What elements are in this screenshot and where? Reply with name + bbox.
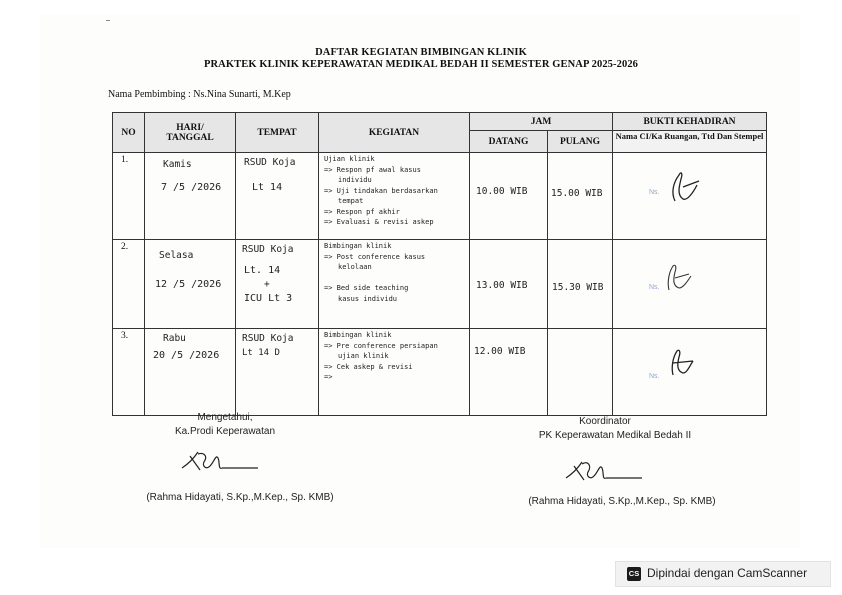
footer-left-name: (Rahma Hidayati, S.Kp.,M.Kep., Sp. KMB) bbox=[146, 492, 334, 503]
activity-line: => Uji tindakan berdasarkan bbox=[324, 186, 438, 195]
activity-line: => Respon pf awal kasus bbox=[324, 165, 421, 174]
table-row bbox=[113, 329, 767, 416]
row-place: RSUD Koja bbox=[242, 333, 294, 344]
row-day: Rabu bbox=[163, 333, 186, 344]
attendance-proof bbox=[613, 329, 766, 415]
row-day: Selasa bbox=[159, 250, 194, 261]
header-pulang: PULANG bbox=[548, 131, 613, 153]
row-number: 2. bbox=[121, 242, 129, 252]
header-hari-line1: HARI/ bbox=[176, 122, 204, 133]
camscanner-watermark bbox=[615, 561, 831, 587]
row-floor: Lt. 14 bbox=[244, 265, 281, 276]
signature-icon bbox=[653, 163, 713, 207]
activity-line: => bbox=[324, 373, 333, 381]
header-datang: DATANG bbox=[470, 131, 548, 153]
footer-right-line1: Koordinator bbox=[579, 416, 631, 427]
activity-line: tempat bbox=[338, 197, 364, 205]
activity-line: kasus individu bbox=[338, 294, 398, 303]
row-date: 12 /5 /2026 bbox=[155, 279, 222, 290]
row-place: RSUD Koja bbox=[242, 244, 294, 255]
table-row bbox=[113, 240, 767, 329]
activity-line: Bimbingan klinik bbox=[324, 242, 392, 250]
footer-left-line2: Ka.Prodi Keperawatan bbox=[174, 426, 276, 437]
row-floor-2: ICU Lt 3 bbox=[244, 293, 293, 304]
footer-right-name: (Rahma Hidayati, S.Kp.,M.Kep., Sp. KMB) bbox=[528, 496, 716, 507]
header-hari bbox=[145, 113, 236, 153]
departure-time: 15.30 WIB bbox=[552, 282, 604, 293]
row-day: Kamis bbox=[163, 159, 192, 170]
attendance-proof bbox=[613, 240, 766, 328]
row-place: RSUD Koja bbox=[244, 157, 296, 168]
scan-mark bbox=[106, 20, 110, 21]
activity-line: => Evaluasi & revisi askep bbox=[324, 218, 434, 226]
stamp-text: Ns. bbox=[649, 189, 660, 196]
arrival-time: 13.00 WIB bbox=[476, 280, 528, 291]
document-subtitle: PRAKTEK KLINIK KEPERAWATAN MEDIKAL BEDAH II SEMESTER GENAP 2025-2026 bbox=[203, 59, 639, 70]
header-jam: JAM bbox=[470, 113, 613, 131]
row-date: 20 /5 /2026 bbox=[153, 350, 220, 361]
signature-icon bbox=[178, 448, 262, 478]
header-bukti-sub: Nama CI/Ka Ruangan, Ttd Dan Stempel bbox=[613, 131, 767, 153]
header-bukti: BUKTI KEHADIRAN bbox=[613, 113, 767, 131]
footer-right-line2: PK Keperawatan Medikal Bedah II bbox=[538, 430, 692, 441]
row-floor: Lt 14 bbox=[252, 182, 283, 193]
arrival-time: 10.00 WIB bbox=[476, 186, 528, 197]
activity-table bbox=[112, 112, 767, 416]
arrival-time: 12.00 WIB bbox=[474, 346, 526, 357]
signature-icon bbox=[659, 341, 709, 381]
pembimbing-line bbox=[108, 89, 291, 100]
table-row bbox=[113, 153, 767, 240]
activity-line: individu bbox=[338, 176, 372, 184]
header-no: NO bbox=[113, 113, 145, 153]
activity-line: Ujian klinik bbox=[324, 155, 375, 163]
signature-icon bbox=[649, 256, 709, 296]
activity-line: kelolaan bbox=[338, 263, 372, 271]
row-plus: + bbox=[264, 279, 270, 290]
header-hari-line2: TANGGAL bbox=[166, 132, 214, 143]
activity-line: => Respon pf akhir bbox=[324, 207, 400, 216]
row-number: 1. bbox=[121, 155, 129, 165]
camscanner-label: Dipindai dengan CamScanner bbox=[647, 566, 808, 580]
activity-line: ujian klinik bbox=[338, 352, 389, 360]
footer-left-line1: Mengetahui, bbox=[197, 412, 253, 423]
activity-line: => Post conference kasus bbox=[324, 252, 426, 261]
activity-line: => Pre conference persiapan bbox=[324, 341, 438, 350]
departure-time: 15.00 WIB bbox=[551, 188, 603, 199]
stamp-text: Ns. bbox=[649, 284, 660, 291]
document-title: DAFTAR KEGIATAN BIMBINGAN KLINIK bbox=[315, 47, 527, 58]
row-floor: Lt 14 D bbox=[242, 348, 280, 358]
row-date: 7 /5 /2026 bbox=[161, 182, 222, 193]
pembimbing-label: Nama Pembimbing bbox=[108, 89, 186, 100]
camscanner-logo-icon: CS bbox=[627, 567, 641, 581]
activity-line: Bimbingan klinik bbox=[324, 331, 392, 339]
activity-line bbox=[324, 273, 469, 284]
activity-line: => Bed side teaching bbox=[324, 284, 409, 292]
stamp-text: Ns. bbox=[649, 373, 660, 380]
attendance-proof bbox=[613, 153, 766, 239]
signature-icon bbox=[562, 456, 646, 488]
header-kegiatan: KEGIATAN bbox=[319, 113, 470, 153]
row-number: 3. bbox=[121, 331, 129, 341]
header-tempat: TEMPAT bbox=[236, 113, 319, 153]
activity-line: => Cek askep & revisi bbox=[324, 362, 413, 371]
pembimbing-value: : Ns.Nina Sunarti, M.Kep bbox=[188, 89, 291, 100]
